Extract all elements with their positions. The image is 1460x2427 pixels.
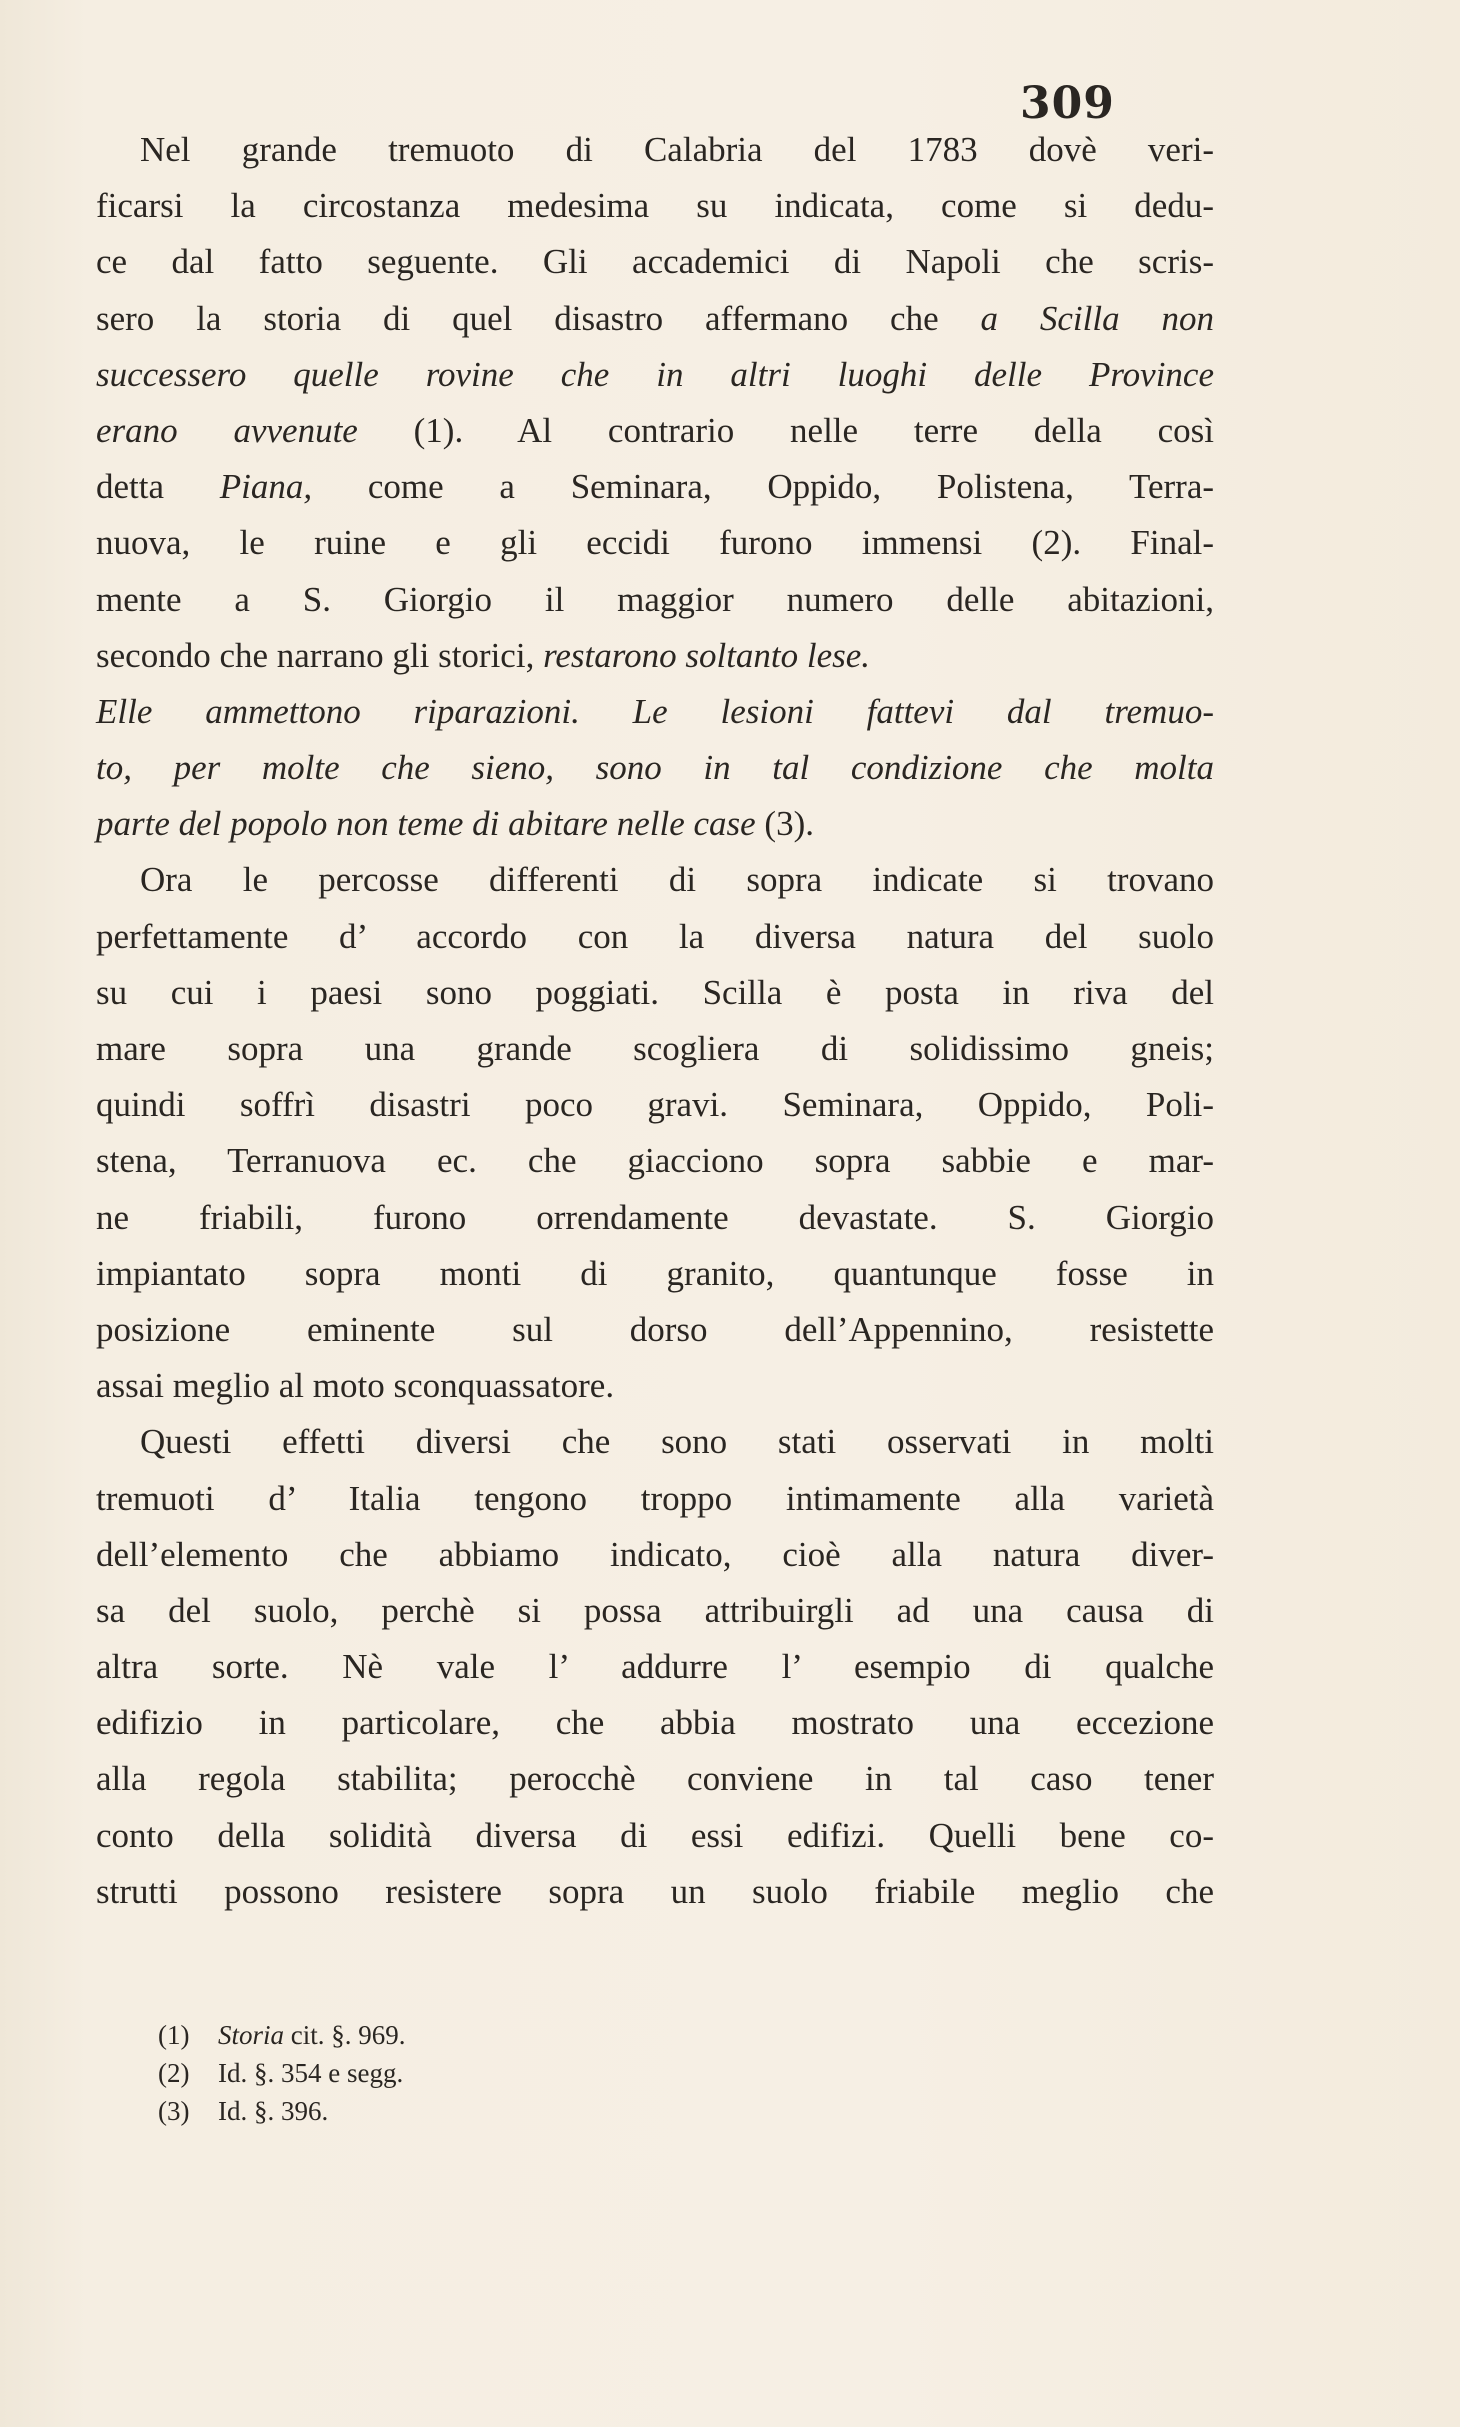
italic-segment: parte del popolo non teme di abitare nelle case: [96, 804, 756, 844]
text-line: dell’elemento che abbiamo indicato, cioè alla natura diver-: [96, 1534, 1214, 1574]
body-text: [96, 122, 1214, 1920]
footnote: [158, 2016, 958, 2054]
footnote-text: cit. §. 969.: [290, 2020, 406, 2050]
footnote-italic: Storia: [218, 2020, 285, 2050]
text-line: successero quelle rovine che in altri luoghi delle Province: [96, 354, 1214, 394]
text-line: nuova, le ruine e gli eccidi furono immensi (2). Final-: [96, 523, 1214, 563]
text-line: strutti possono resistere sopra un suolo friabile meglio che: [96, 1871, 1214, 1911]
text-line: stena, Terranuova ec. che giacciono sopra sabbie e mar-: [96, 1141, 1214, 1181]
footnote: [158, 2092, 958, 2130]
text-segment: sero la storia di quel disastro affermano che: [96, 298, 939, 338]
text-line: Ora le percosse differenti di sopra indicate si trovano: [140, 860, 1214, 900]
text-line: [96, 459, 1214, 515]
text-line: tremuoti d’ Italia tengono troppo intimamente alla varietà: [96, 1478, 1214, 1518]
text-line: impiantato sopra monti di granito, quantunque fosse in: [96, 1253, 1214, 1293]
text-line: [96, 403, 1214, 459]
footnote-mark: (1): [158, 2020, 190, 2050]
page-number: 309: [1020, 78, 1115, 129]
text-line: perfettamente d’ accordo con la diversa natura del suolo: [96, 916, 1214, 956]
text-line: mare sopra una grande scogliera di solidissimo gneis;: [96, 1029, 1214, 1068]
text-line: ficarsi la circostanza medesima su indicata, come si dedu-: [96, 186, 1214, 226]
text-line: su cui i paesi sono poggiati. Scilla è posta in riva del: [96, 972, 1214, 1012]
footnote: [158, 2054, 958, 2092]
italic-segment: erano avvenute: [96, 410, 358, 450]
text-line: alla regola stabilita; perocchè conviene in tal caso tener: [96, 1759, 1214, 1799]
text-line: mente a S. Giorgio il maggior numero delle abitazioni,: [96, 579, 1214, 619]
text-line: to, per molte che sieno, sono in tal condizione che molta: [96, 748, 1214, 788]
italic-segment: restarono soltanto lese.: [543, 635, 871, 675]
text-segment: detta: [96, 467, 165, 507]
text-line: [96, 796, 1214, 852]
text-line: ne friabili, furono orrendamente devastate. S. Giorgio: [96, 1197, 1214, 1237]
text-line: quindi soffrì disastri poco gravi. Seminara, Oppido, Poli-: [96, 1085, 1214, 1125]
text-segment: come a Seminara, Oppido, Polistena, Terra-: [367, 467, 1215, 507]
text-line: sa del suolo, perchè si possa attribuirgli ad una causa di: [96, 1590, 1214, 1630]
text-line: altra sorte. Nè vale l’ addurre l’ esempio di qualche: [96, 1647, 1214, 1687]
text-line: assai meglio al moto sconquassatore.: [96, 1366, 615, 1406]
text-segment: (1). Al contrario nelle terre della così: [413, 410, 1214, 450]
text-line: posizione eminente sul dorso dell’Appennino, resistette: [96, 1309, 1214, 1349]
italic-segment: Piana,: [219, 467, 313, 507]
text-line: ce dal fatto seguente. Gli accademici di Napoli che scris-: [96, 242, 1214, 282]
text-segment: (3).: [764, 804, 814, 844]
footnote-mark: (3): [158, 2096, 190, 2126]
text-line: conto della solidità diversa di essi edifizi. Quelli bene co-: [96, 1815, 1214, 1855]
text-segment: secondo che narrano gli storici,: [96, 635, 535, 675]
text-line: [96, 291, 1214, 347]
text-line: [96, 628, 1214, 684]
italic-segment: a Scilla non: [980, 298, 1214, 338]
text-line: Questi effetti diversi che sono stati osservati in molti: [140, 1422, 1214, 1462]
text-line: Nel grande tremuoto di Calabria del 1783 dovè veri-: [140, 130, 1214, 169]
text-line: Elle ammettono riparazioni. Le lesioni fattevi dal tremuo-: [96, 691, 1214, 731]
footnote-mark: (2): [158, 2058, 190, 2088]
footnote-text: Id. §. 354 e segg.: [218, 2058, 404, 2088]
footnote-text: Id. §. 396.: [218, 2096, 329, 2126]
text-line: edifizio in particolare, che abbia mostrato una eccezione: [96, 1703, 1214, 1743]
footnotes: [158, 2016, 958, 2130]
